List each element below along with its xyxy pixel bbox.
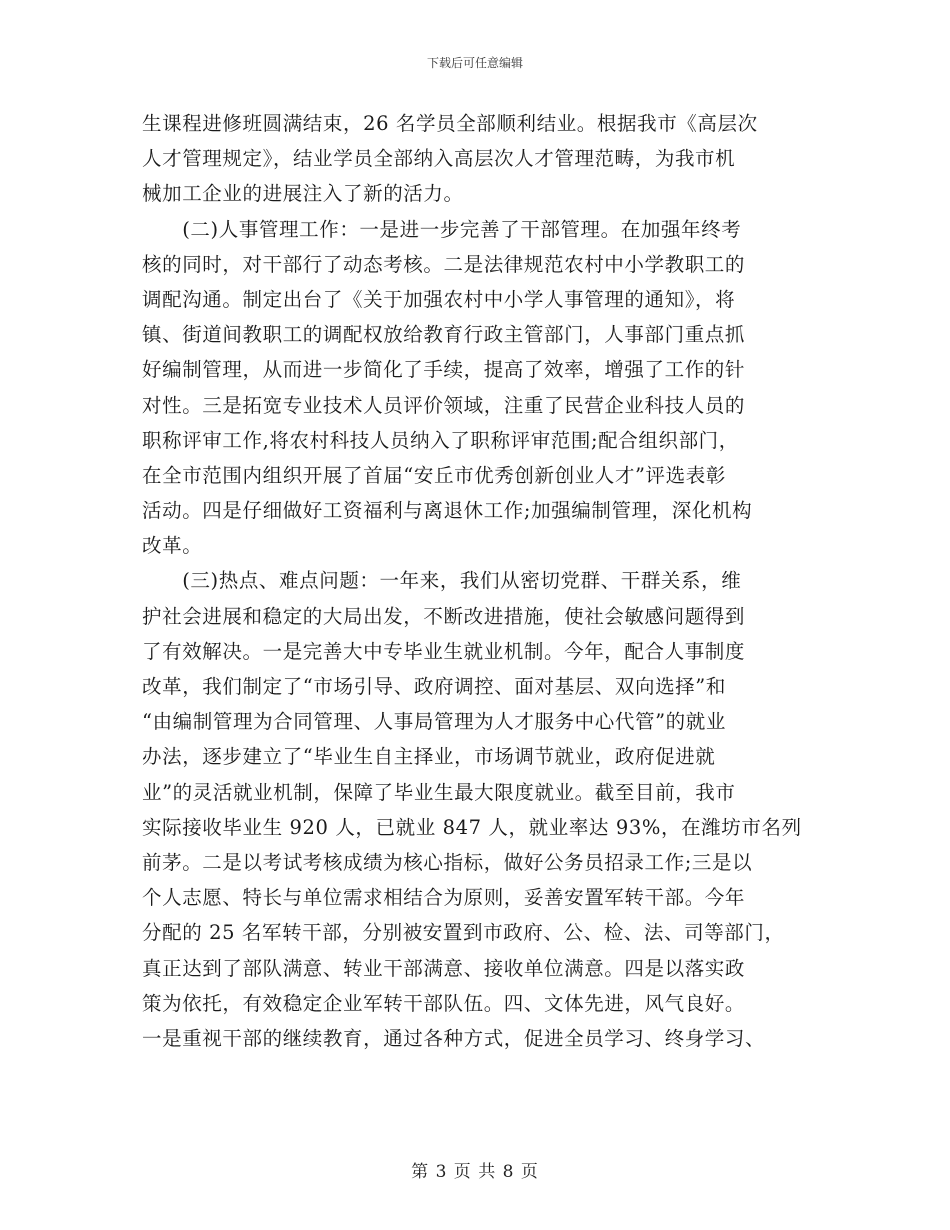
text-line: 了有效解决。一是完善大中专毕业生就业机制。今年，配合人事制度 — [142, 639, 746, 663]
text-line: “由编制管理为合同管理、人事局管理为人才服务中心代管”的就业 — [142, 710, 726, 734]
page-number-footer: 第 3 页 共 8 页 — [411, 1162, 539, 1182]
text-line: 职称评审工作,将农村科技人员纳入了职称评审范围;配合组织部门， — [142, 428, 739, 452]
text-line: 对性。三是拓宽专业技术人员评价领域，注重了民营企业科技人员的 — [142, 393, 746, 417]
document-body — [142, 106, 807, 1056]
text-line: 生课程进修班圆满结束，26 名学员全部顺利结业。根据我市《高层次 — [142, 112, 758, 135]
text-line: 核的同时，对干部行了动态考核。二是法律规范农村中小学教职工的 — [142, 252, 746, 276]
text-line: 前茅。二是以考试考核成绩为核心指标，做好公务员招录工作;三是以 — [142, 850, 753, 874]
text-line: 械加工企业的进展注入了新的活力。 — [142, 182, 464, 206]
text-line: 活动。四是仔细做好工资福利与离退休工作;加强编制管理，深化机构 — [142, 499, 753, 523]
text-line: 镇、街道间教职工的调配权放给教育行政主管部门，人事部门重点抓 — [142, 323, 746, 347]
text-line: (二)人事管理工作：一是进一步完善了干部管理。在加强年终考 — [142, 217, 742, 241]
text-line: 策为依托，有效稳定企业军转干部队伍。四、文体先进，风气良好。 — [142, 991, 746, 1015]
text-line: 好编制管理，从而进一步简化了手续，提高了效率，增强了工作的针 — [142, 358, 746, 382]
text-line: 真正达到了部队满意、转业干部满意、接收单位满意。四是以落实政 — [142, 956, 746, 980]
text-line: 分配的 25 名军转干部，分别被安置到市政府、公、检、法、司等部门， — [142, 921, 785, 945]
page-header-note: 下载后可任意编辑 — [426, 56, 523, 70]
text-line: 实际接收毕业生 920 人，已就业 847 人，就业率达 93%，在潍坊市名列 — [142, 815, 802, 839]
text-line: 办法，逐步建立了“毕业生自主择业，市场调节就业，政府促进就 — [142, 745, 716, 769]
text-line: 调配沟通。制定出台了《关于加强农村中小学人事管理的通知》，将 — [142, 287, 736, 311]
text-line: 改革。 — [142, 534, 203, 558]
text-line: 个人志愿、特长与单位需求相结合为原则，妥善安置军转干部。今年 — [142, 886, 746, 910]
text-line: 业”的灵活就业机制，保障了毕业生最大限度就业。截至目前，我市 — [142, 780, 736, 804]
text-line: (三)热点、难点问题：一年来，我们从密切党群、干群关系，维 — [142, 569, 742, 593]
text-line: 改革，我们制定了“市场引导、政府调控、面对基层、双向选择”和 — [142, 675, 726, 698]
text-line: 人才管理规定》，结业学员全部纳入高层次人才管理范畴，为我市机 — [142, 147, 736, 171]
text-line: 一是重视干部的继续教育，通过各种方式，促进全员学习、终身学习、 — [142, 1026, 766, 1050]
text-line: 护社会进展和稳定的大局出发，不断改进措施，使社会敏感问题得到 — [142, 604, 746, 628]
text-line: 在全市范围内组织开展了首届“安丘市优秀创新创业人才”评选表彰 — [142, 463, 726, 487]
